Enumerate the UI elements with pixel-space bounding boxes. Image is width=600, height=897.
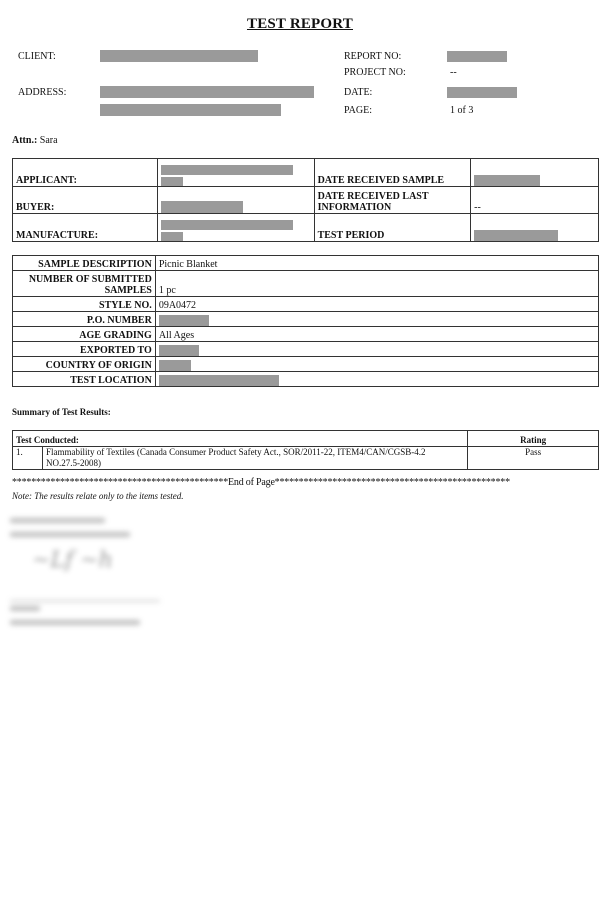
client-label: CLIENT: [18,51,56,62]
sample-row [13,342,599,357]
sample-row [13,297,599,312]
sample-row-value [155,312,598,327]
summary-row-rating: Pass [468,447,599,470]
address-label: ADDRESS: [18,87,67,98]
handwritten-signature: ~Lf ~h [32,548,113,573]
address-redaction-line-1 [100,86,314,98]
sample-row [13,271,599,297]
summary-heading: Summary of Test Results: [12,407,111,417]
results-note: Note: The results relate only to the items tested. [12,491,184,501]
test-period-redaction [474,230,558,241]
sample-row [13,312,599,327]
summary-row-test: Flammability of Textiles (Canada Consumer Product Safety Act., SOR/2011-22, ITEM4/CAN/CGSB-4.2 NO.27.5-2008) [42,447,467,470]
sample-row-label: EXPORTED TO [13,342,156,357]
sample-row-value [155,372,598,387]
buyer-redaction [161,201,243,213]
manufacture-redaction-2 [161,232,183,241]
page-label: PAGE: [344,105,372,116]
date-received-sample-value [471,159,599,187]
test-period-label: TEST PERIOD [314,214,471,242]
attn-label: Attn.: [12,135,38,146]
sample-row [13,256,599,271]
sample-row-label: NUMBER OF SUBMITTED SAMPLES [13,271,156,297]
date-received-sample-label: DATE RECEIVED SAMPLE [314,159,471,187]
sample-row-label: STYLE NO. [13,297,156,312]
attn-value: Sara [39,135,58,146]
sample-row-label: TEST LOCATION [13,372,156,387]
sample-row-label: COUNTRY OF ORIGIN [13,357,156,372]
sample-table [12,255,599,387]
rating-header: Rating [468,431,599,447]
sample-row-value: All Ages [155,327,598,342]
sample-row-value: 09A0472 [155,297,598,312]
sample-row [13,327,599,342]
summary-row [13,447,599,470]
report-no-redaction [447,51,507,62]
sample-value-redaction [159,375,279,386]
project-no-value: -- [450,67,457,78]
manufacture-value [157,214,314,242]
sample-row-label: P.O. NUMBER [13,312,156,327]
sample-table-body [13,256,599,387]
sample-row-value [155,357,598,372]
signature-block [10,512,180,642]
buyer-value [157,187,314,214]
applicant-label: APPLICANT: [13,159,158,187]
date-received-last-info-value: -- [471,187,599,214]
applicant-value [157,159,314,187]
sample-row-value: Picnic Blanket [155,256,598,271]
date-label: DATE: [344,87,373,98]
summary-table [12,430,599,470]
date-received-sample-redaction [474,175,540,186]
sample-value-redaction [159,345,199,356]
project-no-label: PROJECT NO: [344,67,406,78]
date-redaction [447,87,517,98]
address-redaction-line-2 [100,104,281,116]
page-number: 1 of 3 [450,105,474,116]
summary-row-number: 1. [13,447,43,470]
end-of-page-line: *********************************************End of Page************************************************* [12,477,510,488]
sample-value-redaction [159,315,209,326]
buyer-label: BUYER: [13,187,158,214]
date-received-last-info-label: DATE RECEIVED LAST INFORMATION [314,187,471,214]
sample-row [13,372,599,387]
client-redaction [100,50,258,62]
report-no-label: REPORT NO: [344,51,402,62]
attention-line [12,135,58,146]
report-title: TEST REPORT [246,16,353,32]
manufacture-redaction-1 [161,220,293,230]
sample-row-value: 1 pc [155,271,598,297]
parties-table [12,158,599,242]
sample-row-label: AGE GRADING [13,327,156,342]
applicant-redaction-1 [161,165,293,175]
applicant-redaction-2 [161,177,183,186]
summary-table-body [13,447,599,470]
sample-row [13,357,599,372]
sample-row-label: SAMPLE DESCRIPTION [13,256,156,271]
test-period-value [471,214,599,242]
test-conducted-header: Test Conducted: [13,431,468,447]
sample-value-redaction [159,360,191,371]
sample-row-value [155,342,598,357]
manufacture-label: MANUFACTURE: [13,214,158,242]
